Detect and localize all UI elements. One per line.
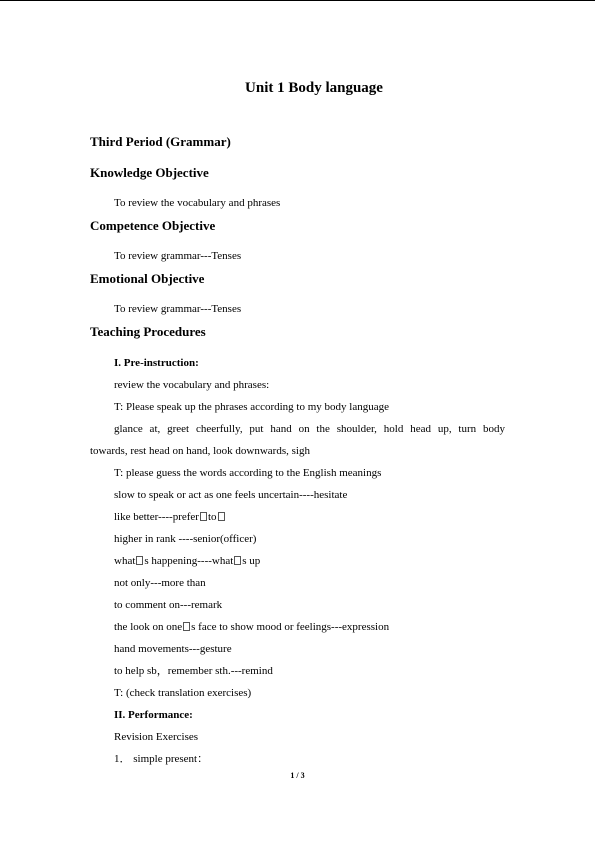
teacher-check-line: T: (check translation exercises)	[114, 687, 252, 699]
vocab-item-hesitate: slow to speak or act as one feels uncertain----hesitate	[114, 489, 348, 501]
missing-glyph-box	[200, 512, 207, 521]
knowledge-objective-text: To review the vocabulary and phrases	[114, 197, 281, 209]
missing-glyph-box	[218, 512, 225, 521]
phrases-line-1: glance at, greet cheerfully, put hand on the shoulder, hold head up, turn body	[114, 423, 505, 435]
page-title: Unit 1 Body language	[245, 80, 383, 96]
teaching-procedures-heading: Teaching Procedures	[90, 324, 206, 339]
vocab-item-prefer-part-b: to	[207, 511, 217, 523]
phrases-line-2: towards, rest head on hand, look downwards, sigh	[90, 445, 310, 457]
revision-exercises-line: Revision Exercises	[114, 731, 199, 743]
missing-glyph-box	[183, 622, 190, 631]
teacher-guess-line: T: please guess the words according to the English meanings	[114, 467, 382, 479]
missing-glyph-box	[136, 556, 143, 565]
vocab-item-expression-part-a: the look on one	[114, 621, 183, 633]
simple-present-item: 1． simple present：	[114, 753, 209, 765]
vocab-item-expression-part-b: s face to show mood or feelings---expression	[191, 621, 390, 633]
top-rule	[0, 0, 595, 1]
vocab-item-whats-up	[114, 554, 260, 568]
emotional-objective-text: To review grammar---Tenses	[114, 303, 242, 315]
period-heading: Third Period (Grammar)	[90, 134, 231, 149]
vocab-item-prefer	[114, 510, 226, 524]
vocab-item-prefer-part-a: like better----prefer	[114, 511, 199, 523]
vocab-item-whats-up-part-a: what	[114, 555, 136, 567]
vocab-item-whats-up-part-c: s up	[242, 555, 261, 567]
vocab-item-gesture: hand movements---gesture	[114, 643, 232, 655]
missing-glyph-box	[234, 556, 241, 565]
teacher-speak-line: T: Please speak up the phrases according to my body language	[114, 401, 389, 413]
vocab-item-senior: higher in rank ----senior(officer)	[114, 533, 257, 545]
competence-objective-text: To review grammar---Tenses	[114, 250, 242, 262]
vocab-item-remind: to help sb，remember sth.---remind	[114, 665, 273, 677]
performance-heading: II. Performance:	[114, 709, 193, 721]
review-line: review the vocabulary and phrases:	[114, 379, 270, 391]
page-number: 1 / 3	[290, 771, 305, 780]
pre-instruction-heading: I. Pre-instruction:	[114, 357, 199, 369]
vocab-item-expression	[114, 620, 389, 634]
vocab-item-whats-up-part-b: s happening----what	[144, 555, 234, 567]
competence-objective-heading: Competence Objective	[90, 218, 216, 233]
emotional-objective-heading: Emotional Objective	[90, 271, 205, 286]
vocab-item-remark: to comment on---remark	[114, 599, 223, 611]
vocab-item-more-than: not only---more than	[114, 577, 206, 589]
knowledge-objective-heading: Knowledge Objective	[90, 165, 209, 180]
